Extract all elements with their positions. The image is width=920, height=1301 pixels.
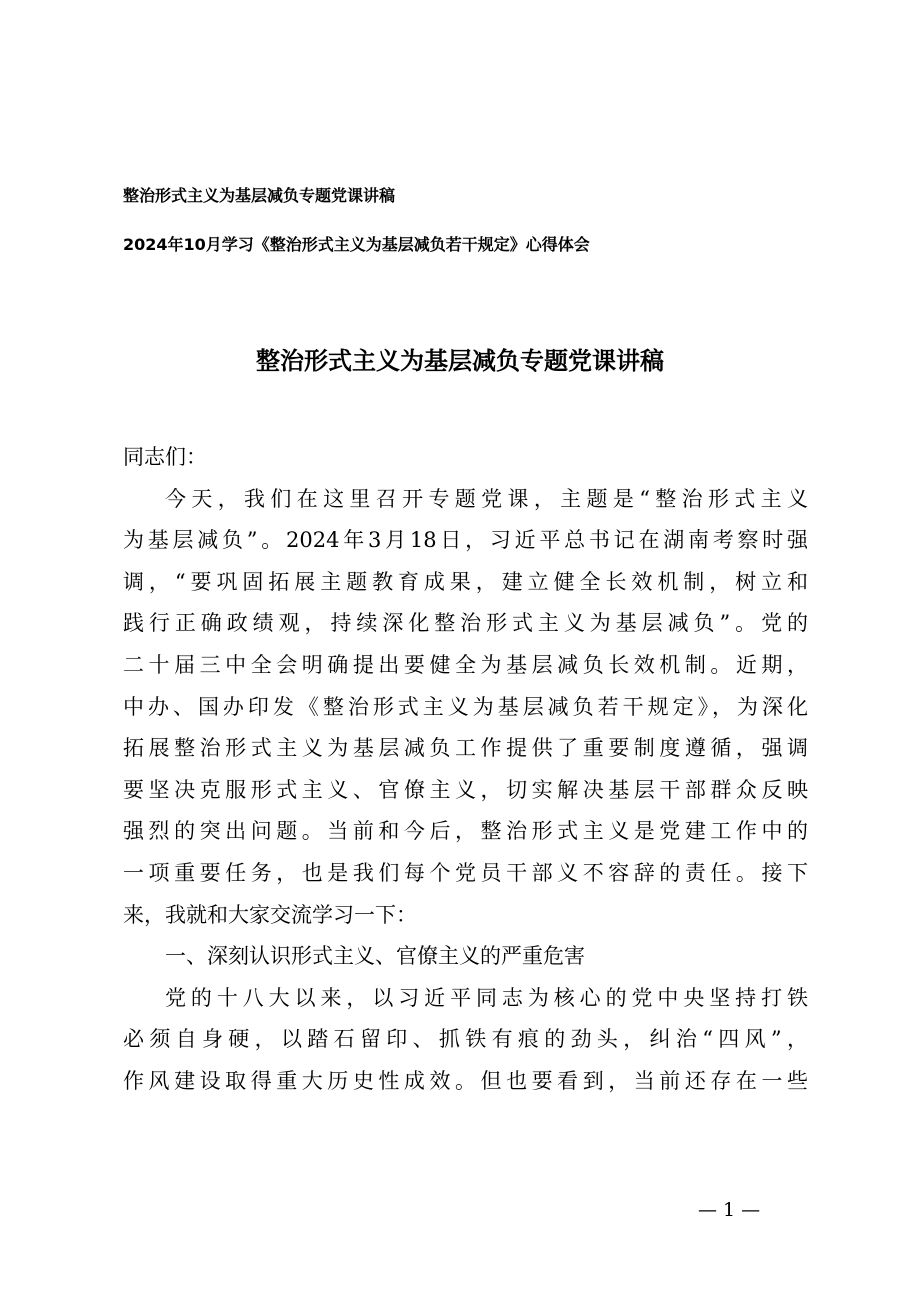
salutation: 同志们： (123, 445, 207, 469)
paragraph-line: 二十届三中全会明确提出要健全为基层减负长效机制。近期， (123, 652, 808, 677)
paragraph-line: 来，我就和大家交流学习一下： (123, 902, 417, 927)
paragraph-line: 拓展整治形式主义为基层减负工作提供了重要制度遵循，强调 (123, 736, 808, 761)
paragraph-line: 调，“要巩固拓展主题教育成果，建立健全长效机制，树立和 (123, 569, 808, 594)
paragraph-line: 强烈的突出问题。当前和今后，整治形式主义是党建工作中的 (123, 819, 808, 844)
paragraph-line: 中办、国办印发《整治形式主义为基层减负若干规定》，为深化 (123, 694, 808, 719)
document-title: 整治形式主义为基层减负专题党课讲稿 (256, 347, 664, 375)
paragraph-line: 为基层减负”。2024年3月18日，习近平总书记在湖南考察时强 (123, 528, 808, 553)
paragraph-line: 必须自身硬，以踏石留印、抓铁有痕的劲头，纠治“四风”， (123, 1027, 808, 1052)
document-body (123, 437, 808, 1103)
paragraph-line: 党的十八大以来，以习近平同志为核心的党中央坚持打铁 (165, 985, 808, 1010)
paragraph-line: 今天，我们在这里召开专题党课，主题是“整治形式主义 (165, 486, 808, 511)
page-number: — 1 — (698, 1199, 761, 1221)
paragraph-intro (123, 479, 808, 937)
paragraph-line: 作风建设取得重大历史性成效。但也要看到，当前还存在一些 (123, 1068, 808, 1093)
paragraph-line: 要坚决克服形式主义、官僚主义，切实解决基层干部群众反映 (123, 777, 808, 802)
paragraph-line: 一项重要任务，也是我们每个党员干部义不容辞的责任。接下 (123, 860, 808, 885)
toc-entry: 2024年10月学习《整治形式主义为基层减负若干规定》心得体会 (123, 235, 590, 254)
paragraph-section-1 (123, 978, 808, 1103)
toc-entry: 整治形式主义为基层减负专题党课讲稿 (123, 186, 396, 205)
paragraph-line: 践行正确政绩观，持续深化整治形式主义为基层减负”。党的 (123, 611, 808, 636)
section-heading: 一、深刻认识形式主义、官僚主义的严重危害 (165, 944, 585, 969)
